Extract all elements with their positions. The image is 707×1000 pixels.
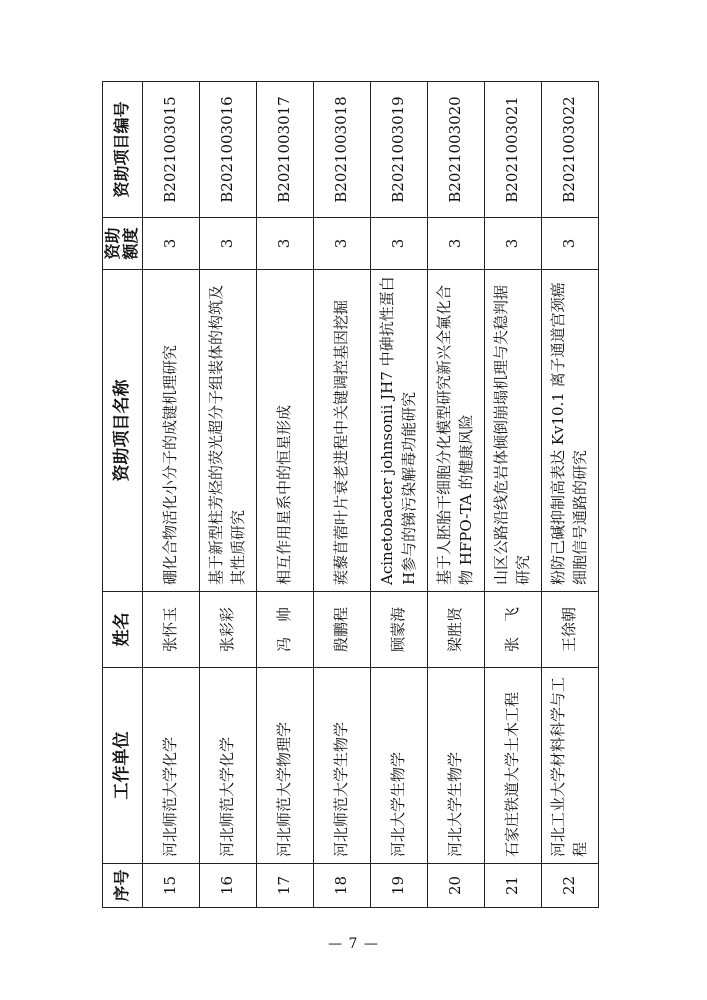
table-row [370, 82, 427, 908]
row-unit: 河北大学生物学 [427, 668, 484, 864]
row-name: 顾蒙海 [370, 592, 427, 668]
row-title: 基于新型柱芳烃的荧光超分子组装体的构筑及其性质研究 [199, 270, 256, 592]
row-seq: 18 [313, 864, 370, 908]
row-code: B2021003018 [313, 82, 370, 218]
funding-table [102, 81, 599, 908]
row-amount: 3 [199, 218, 256, 270]
row-code: B2021003020 [427, 82, 484, 218]
row-title: 粉防己碱抑制高表达 Kv10.1 离子通道宫颈癌细胞信号通路的研究 [541, 270, 598, 592]
row-code: B2021003016 [199, 82, 256, 218]
row-seq: 19 [370, 864, 427, 908]
row-name: 冯 帅 [256, 592, 313, 668]
table-row [427, 82, 484, 908]
row-unit: 河北大学生物学 [370, 668, 427, 864]
table-header-row [103, 82, 143, 908]
row-title: 蒺藜苜蓿叶片衰老进程中关键调控基因挖掘 [313, 270, 370, 592]
table-row [313, 82, 370, 908]
header-name: 姓名 [103, 592, 143, 668]
row-amount: 3 [313, 218, 370, 270]
row-name: 张怀玉 [142, 592, 199, 668]
row-amount: 3 [142, 218, 199, 270]
row-name: 殷鹏程 [313, 592, 370, 668]
row-code: B2021003017 [256, 82, 313, 218]
row-seq: 21 [484, 864, 541, 908]
row-unit: 石家庄铁道大学土木工程 [484, 668, 541, 864]
row-code: B2021003021 [484, 82, 541, 218]
row-unit: 河北工业大学材料科学与工程 [541, 668, 598, 864]
row-amount: 3 [427, 218, 484, 270]
row-amount: 3 [484, 218, 541, 270]
table-row [484, 82, 541, 908]
row-title: 山区公路沿线危岩体倾倒崩塌机理与失稳判据研究 [484, 270, 541, 592]
page-number: — 7 — [328, 936, 379, 952]
row-seq: 22 [541, 864, 598, 908]
table-row [541, 82, 598, 908]
row-seq: 20 [427, 864, 484, 908]
row-seq: 16 [199, 864, 256, 908]
table-row [199, 82, 256, 908]
row-code: B2021003022 [541, 82, 598, 218]
header-code: 资助项目编号 [103, 82, 143, 218]
row-amount: 3 [256, 218, 313, 270]
rotated-page-region [102, 82, 589, 908]
header-seq: 序号 [103, 864, 143, 908]
table-wrapper [102, 82, 589, 908]
header-unit: 工作单位 [103, 668, 143, 864]
row-name: 王徐朝 [541, 592, 598, 668]
row-name: 张 飞 [484, 592, 541, 668]
row-name: 梁胜贤 [427, 592, 484, 668]
row-unit: 河北师范大学化学 [199, 668, 256, 864]
row-title: 硼化合物活化小分子的成键机理研究 [142, 270, 199, 592]
row-amount: 3 [370, 218, 427, 270]
row-name: 张彩彩 [199, 592, 256, 668]
header-title: 资助项目名称 [103, 270, 143, 592]
row-seq: 15 [142, 864, 199, 908]
row-unit: 河北师范大学物理学 [256, 668, 313, 864]
table-row [256, 82, 313, 908]
table-row [142, 82, 199, 908]
row-title: 相互作用星系中的恒星形成 [256, 270, 313, 592]
row-seq: 17 [256, 864, 313, 908]
row-title: 基于人胚胎干细胞分化模型研究新兴全氟化合物 HFPO-TA 的健康风险 [427, 270, 484, 592]
row-title: Acinetobacter johnsonii JH7 中砷抗性蛋白H参与的锑污染解毒功能研究 [370, 270, 427, 592]
row-code: B2021003019 [370, 82, 427, 218]
row-unit: 河北师范大学生物学 [313, 668, 370, 864]
header-amount: 资助额度 [103, 218, 143, 270]
row-code: B2021003015 [142, 82, 199, 218]
row-unit: 河北师范大学化学 [142, 668, 199, 864]
row-amount: 3 [541, 218, 598, 270]
